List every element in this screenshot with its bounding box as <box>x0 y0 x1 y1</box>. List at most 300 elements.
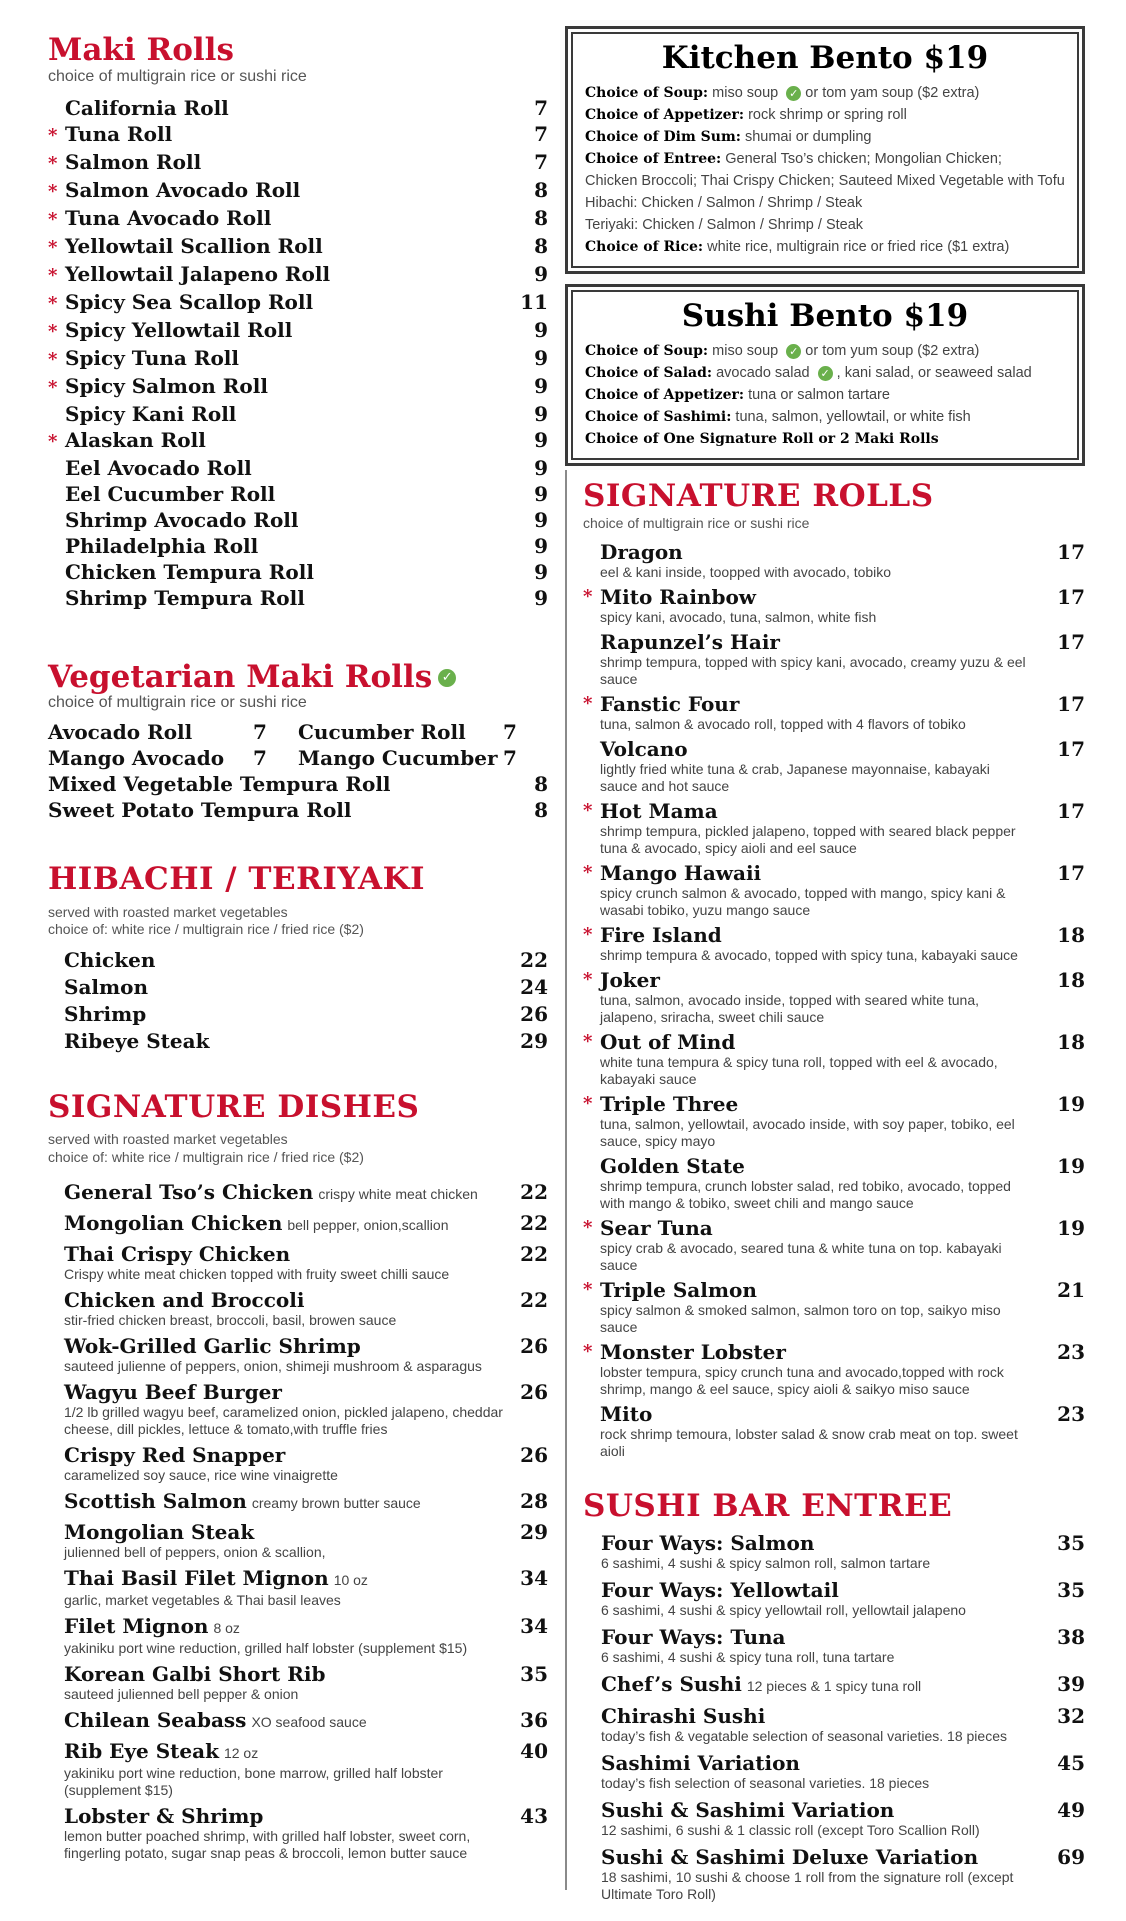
maki-subtitle: choice of multigrain rice or sushi rice <box>48 67 307 85</box>
item-description: spicy salmon & smoked salmon, salmon toro on top, saikyo miso sauce <box>600 1302 1001 1336</box>
item-title-line <box>64 1334 548 1358</box>
maki-list <box>48 95 548 611</box>
item-body <box>600 923 1085 964</box>
leaf-check-icon: ✓ <box>818 366 833 381</box>
menu-item <box>583 585 1085 626</box>
menu-item <box>64 1211 548 1237</box>
menu-item <box>48 261 548 289</box>
item-name-wrap <box>64 1180 508 1206</box>
dishes-section <box>48 1088 548 1863</box>
menu-item <box>48 121 548 149</box>
item-description: shrimp tempura, topped with spicy kani, avocado, creamy yuzu & eel sauce <box>600 654 1026 688</box>
item-title-line <box>600 799 1085 823</box>
item-title-line <box>600 540 1085 564</box>
item-description: Crispy white meat chicken topped with fruity sweet chilli sauce <box>64 1266 450 1283</box>
veg-subtitle: choice of multigrain rice or sushi rice <box>48 694 307 712</box>
item-inline-note: creamy brown butter sauce <box>251 1495 421 1512</box>
item-price: 26 <box>520 1001 548 1026</box>
menu-item <box>48 719 298 745</box>
menu-item <box>64 1489 548 1515</box>
item-price: 17 <box>1057 585 1085 610</box>
item-price: 69 <box>1057 1844 1085 1869</box>
item-description: spicy kani, avocado, tuna, salmon, white fish <box>600 609 877 626</box>
item-description: today’s fish selection of seasonal varieties. 18 pieces <box>601 1774 930 1791</box>
item-name: Cucumber Roll <box>298 720 466 745</box>
item-name: Mango Avocado <box>48 746 225 771</box>
item-price: 40 <box>520 1739 548 1764</box>
menu-item <box>601 1751 1085 1792</box>
item-title-line <box>64 1708 548 1734</box>
item-name-wrap <box>64 1242 508 1266</box>
item-price: 18 <box>1057 923 1085 948</box>
menu-item <box>64 1662 548 1703</box>
raw-fish-marker <box>583 540 600 581</box>
item-name-wrap <box>64 1566 508 1592</box>
item-body <box>600 540 1085 581</box>
sushi-bento-last-line: Choice of One Signature Roll or 2 Maki Rolls <box>585 431 939 447</box>
item-price: 7 <box>253 720 267 745</box>
menu-item <box>601 1625 1085 1666</box>
item-price: 8 <box>534 772 548 797</box>
item-price: 11 <box>520 289 548 314</box>
menu-item <box>64 1242 548 1283</box>
menu-item <box>583 968 1085 1026</box>
bento-line-text: miso soup <box>708 343 783 359</box>
menu-item <box>48 533 548 559</box>
item-title-line <box>600 692 1085 716</box>
item-name: Tuna Roll <box>65 121 173 146</box>
item-price: 43 <box>520 1804 548 1829</box>
raw-fish-marker: * <box>48 320 58 342</box>
item-body <box>600 1278 1085 1336</box>
item-name: Sear Tuna <box>600 1216 713 1241</box>
item-body <box>600 799 1085 857</box>
raw-fish-marker: * <box>583 1279 593 1301</box>
item-name: Spicy Yellowtail Roll <box>65 317 293 342</box>
item-description: lightly fried white tuna & crab, Japanese mayonnaise, kabayaki sauce and hot sauce <box>600 761 990 795</box>
item-price: 17 <box>1057 692 1085 717</box>
item-price: 38 <box>1057 1624 1085 1649</box>
item-description: lobster tempura, spicy crunch tuna and avocado,topped with rock shrimp, mango & eel sauce, spicy aioli & saikyo miso sauce <box>600 1364 1004 1398</box>
item-description: tuna, salmon, yellowtail, avocado inside, with soy paper, tobiko, eel sauce, spicy mayo <box>600 1116 1015 1150</box>
item-name: Golden State <box>600 1154 745 1179</box>
item-name: Thai Basil Filet Mignon <box>64 1566 329 1591</box>
item-name: Mango Hawaii <box>600 861 762 886</box>
veg-title-text: Vegetarian Maki Rolls <box>48 658 433 695</box>
hibachi-title: HIBACHI / TERIYAKI <box>48 861 426 898</box>
item-price: 21 <box>1057 1278 1085 1303</box>
item-title-line <box>64 1662 548 1686</box>
item-title-line <box>64 1180 548 1206</box>
hibachi-list <box>64 947 548 1055</box>
sushi-bento-title: Sushi Bento $19 <box>681 298 969 334</box>
menu-item <box>583 1092 1085 1150</box>
item-name: Sweet Potato Tempura Roll <box>48 798 352 823</box>
menu-item <box>583 1154 1085 1212</box>
menu-item <box>48 797 548 823</box>
menu-item <box>64 1028 548 1055</box>
raw-fish-marker: * <box>583 862 593 884</box>
item-price: 8 <box>534 205 548 230</box>
item-name: Four Ways: Tuna <box>601 1624 786 1649</box>
leaf-check-icon: ✓ <box>786 86 801 101</box>
item-price: 9 <box>534 373 548 398</box>
item-price: 22 <box>520 1211 548 1236</box>
item-name-wrap <box>64 1489 508 1515</box>
item-name: Salmon <box>64 974 149 999</box>
item-name: Dragon <box>600 540 683 565</box>
item-body <box>600 692 1085 733</box>
item-title-line <box>600 1030 1085 1054</box>
menu-item <box>583 1030 1085 1088</box>
item-title-line <box>600 737 1085 761</box>
menu-item <box>48 771 548 797</box>
menu-item <box>583 1216 1085 1274</box>
menu-item <box>64 947 548 974</box>
item-price: 23 <box>1057 1402 1085 1427</box>
bento-line-text: tuna or salmon tartare <box>744 387 890 403</box>
dishes-list <box>48 1180 548 1862</box>
item-price: 17 <box>1057 540 1085 565</box>
raw-fish-marker: * <box>583 1217 593 1239</box>
item-description: 18 sashimi, 10 sushi & choose 1 roll from the signature roll (except Ultimate Toro Roll) <box>601 1868 1014 1902</box>
item-description: 12 sashimi, 6 sushi & 1 classic roll (except Toro Scallion Roll) <box>601 1821 980 1838</box>
maki-title: Maki Rolls <box>48 32 234 68</box>
item-name: Tuna Avocado Roll <box>65 205 272 230</box>
item-name: General Tso’s Chicken <box>64 1180 314 1205</box>
right-column <box>565 26 1085 1903</box>
item-price: 22 <box>520 1242 548 1267</box>
bento-line-after: or tom yum soup ($2 extra) <box>801 343 980 359</box>
kitchen-bento-box <box>565 26 1085 274</box>
item-name: Fanstic Four <box>600 692 740 717</box>
bento-line <box>585 148 1065 170</box>
menu-item <box>583 799 1085 857</box>
menu-item <box>48 745 298 771</box>
signature-rolls-section <box>565 480 1085 1460</box>
item-price: 7 <box>503 746 517 771</box>
item-name: Shrimp <box>64 1001 147 1026</box>
menu-item <box>48 205 548 233</box>
item-name: Yellowtail Jalapeno Roll <box>65 261 331 286</box>
item-body <box>600 1216 1085 1274</box>
bento-line-text: avocado salad <box>712 365 814 381</box>
item-body <box>600 968 1085 1026</box>
menu-item <box>583 540 1085 581</box>
bento-line <box>585 384 1065 406</box>
item-description: shrimp tempura & avocado, topped with spicy tuna, kabayaki sauce <box>600 947 1018 964</box>
item-name: Yellowtail Scallion Roll <box>65 233 323 258</box>
raw-fish-marker: * <box>48 348 58 370</box>
item-title-line <box>64 1211 548 1237</box>
item-title-line <box>64 1443 548 1467</box>
item-price: 8 <box>534 233 548 258</box>
item-description: tuna, salmon, avocado inside, topped with seared white tuna, jalapeno, sriracha, sweet chili sauce <box>600 992 980 1026</box>
item-price: 22 <box>520 947 548 972</box>
bento-line-label: Choice of Rice: <box>585 239 704 255</box>
item-price: 9 <box>534 345 548 370</box>
item-name: Chicken Tempura Roll <box>65 559 314 584</box>
item-price: 26 <box>520 1380 548 1405</box>
item-body <box>600 1092 1085 1150</box>
item-title-line <box>64 1614 548 1640</box>
sushi-bar-title: SUSHI BAR ENTREE <box>583 1488 953 1525</box>
item-name: Sashimi Variation <box>601 1750 800 1775</box>
item-name: Sushi & Sashimi Variation <box>601 1797 895 1822</box>
item-price: 9 <box>534 559 548 584</box>
item-title-line <box>600 861 1085 885</box>
item-price: 17 <box>1057 799 1085 824</box>
bento-line <box>585 126 1065 148</box>
item-price: 18 <box>1057 968 1085 993</box>
bento-line-label: Choice of Entree: <box>585 151 722 167</box>
item-title-line <box>64 1804 548 1828</box>
bento-line-label: Choice of Soup: <box>585 343 709 359</box>
menu-item <box>48 149 548 177</box>
item-title-line <box>64 1520 548 1544</box>
item-title-line <box>64 1739 548 1765</box>
sushi-bento-box <box>565 284 1085 466</box>
item-name-wrap <box>601 1625 1045 1649</box>
menu-item <box>64 1180 548 1206</box>
item-inline-note: 12 pieces & 1 spicy tuna roll <box>746 1677 922 1694</box>
item-description: rock shrimp temoura, lobster salad & snow crab meat on top. sweet aioli <box>600 1426 1018 1460</box>
bento-line-label: Choice of Salad: <box>585 365 713 381</box>
item-price: 35 <box>1057 1577 1085 1602</box>
item-name: Mongolian Steak <box>64 1520 255 1545</box>
item-name: Chef’s Sushi <box>601 1671 742 1696</box>
item-inline-note: 8 oz <box>213 1620 240 1637</box>
bento-line <box>585 340 1065 362</box>
item-price: 35 <box>520 1662 548 1687</box>
item-inline-note: 10 oz <box>333 1572 368 1589</box>
item-title-line <box>600 1340 1085 1364</box>
item-description: 6 sashimi, 4 sushi & spicy tuna roll, tuna tartare <box>601 1648 895 1665</box>
menu-item <box>601 1578 1085 1619</box>
menu-item <box>64 1804 548 1862</box>
left-column <box>48 34 548 1862</box>
item-price: 34 <box>520 1614 548 1639</box>
item-price: 28 <box>520 1489 548 1514</box>
item-price: 9 <box>534 533 548 558</box>
item-price: 9 <box>534 455 548 480</box>
menu-item <box>48 401 548 427</box>
item-description: 6 sashimi, 4 sushi & spicy yellowtail roll, yellowtail jalapeno <box>601 1601 966 1618</box>
raw-fish-marker: * <box>48 208 58 230</box>
raw-fish-marker: * <box>48 376 58 398</box>
raw-fish-marker <box>583 1402 600 1460</box>
menu-item <box>48 345 548 373</box>
item-description: caramelized soy sauce, rice wine vinaigrette <box>64 1467 338 1484</box>
item-name: Chicken <box>64 947 156 972</box>
item-price: 8 <box>534 798 548 823</box>
menu-item <box>48 559 548 585</box>
item-body <box>600 1154 1085 1212</box>
sushi-bar-section <box>565 1490 1085 1903</box>
item-name: Salmon Roll <box>65 149 202 174</box>
item-name-wrap <box>64 1443 508 1467</box>
veg-title <box>48 658 548 695</box>
item-price: 35 <box>1057 1530 1085 1555</box>
item-description: lemon butter poached shrimp, with grilled half lobster, sweet corn, fingerling potato, sugar snap peas & broccoli, lemon butter sauce <box>64 1828 471 1862</box>
item-price: 36 <box>520 1708 548 1733</box>
menu-item <box>601 1531 1085 1572</box>
item-name-wrap <box>64 1380 508 1404</box>
signature-rolls-list <box>583 540 1085 1460</box>
item-title-line <box>64 1566 548 1592</box>
item-title-line <box>600 1278 1085 1302</box>
menu-item <box>298 745 548 771</box>
menu-item <box>48 427 548 455</box>
item-price: 17 <box>1057 861 1085 886</box>
item-price: 9 <box>534 585 548 610</box>
dishes-title: SIGNATURE DISHES <box>48 1088 420 1125</box>
item-name: Rapunzel’s Hair <box>600 630 780 655</box>
item-name: Shrimp Tempura Roll <box>65 585 305 610</box>
item-inline-note: XO seafood sauce <box>251 1714 367 1731</box>
item-name: Eel Avocado Roll <box>65 455 252 480</box>
item-price: 7 <box>534 121 548 146</box>
item-price: 7 <box>534 95 548 120</box>
menu-item <box>48 317 548 345</box>
item-name: Sushi & Sashimi Deluxe Variation <box>601 1844 979 1869</box>
item-name: Wagyu Beef Burger <box>64 1380 282 1405</box>
bento-line <box>585 104 1065 126</box>
menu-item <box>601 1672 1085 1698</box>
bento-line <box>585 406 1065 428</box>
menu-item <box>298 719 548 745</box>
item-price: 32 <box>1057 1703 1085 1728</box>
item-price: 7 <box>503 720 517 745</box>
menu-item <box>583 1402 1085 1460</box>
item-name: Hot Mama <box>600 799 718 824</box>
item-name: Monster Lobster <box>600 1340 786 1365</box>
item-name-wrap <box>64 1288 508 1312</box>
item-name: Chilean Seabass <box>64 1708 247 1733</box>
hibachi-sub1: served with roasted market vegetables <box>48 903 288 920</box>
signature-rolls-subtitle: choice of multigrain rice or sushi rice <box>583 514 810 531</box>
item-description: 6 sashimi, 4 sushi & spicy salmon roll, salmon tartare <box>601 1554 931 1571</box>
bento-line-text: General Tso’s chicken; Mongolian Chicken; <box>721 151 1002 167</box>
menu-item <box>583 923 1085 964</box>
bento-line-text: rock shrimp or spring roll <box>744 107 907 123</box>
bento-line <box>585 82 1065 104</box>
item-description: stir-fried chicken breast, broccoli, basil, browen sauce <box>64 1312 397 1329</box>
menu-item <box>601 1704 1085 1745</box>
item-title-line <box>601 1672 1085 1698</box>
bento-line-label: Choice of Sashimi: <box>585 409 732 425</box>
item-name-wrap <box>64 1614 508 1640</box>
item-title-line <box>600 1216 1085 1240</box>
veg-section <box>48 658 548 824</box>
item-name-wrap <box>64 1708 508 1734</box>
raw-fish-marker: * <box>583 800 593 822</box>
bento-line-after: or tom yam soup ($2 extra) <box>801 85 980 101</box>
raw-fish-marker <box>583 1154 600 1212</box>
item-price: 18 <box>1057 1030 1085 1055</box>
sushi-bento-inner <box>571 290 1079 460</box>
item-description: shrimp tempura, pickled jalapeno, topped with seared black pepper tuna & avocado, spicy aioli and eel sauce <box>600 823 1016 857</box>
bento-line-after: , kani salad, or seaweed salad <box>832 365 1032 381</box>
item-name-wrap <box>601 1798 1045 1822</box>
item-body <box>600 630 1085 688</box>
menu-item <box>64 1001 548 1028</box>
raw-fish-marker: * <box>583 1031 593 1053</box>
leaf-check-icon: ✓ <box>438 669 456 687</box>
raw-fish-marker: * <box>48 292 58 314</box>
raw-fish-marker: * <box>583 969 593 991</box>
item-title-line <box>601 1845 1085 1869</box>
item-name-wrap <box>64 1739 508 1765</box>
item-description: shrimp tempura, crunch lobster salad, red tobiko, avocado, topped with mango & tobiko, sweet chili and mango sauce <box>600 1178 1011 1212</box>
item-name: Four Ways: Salmon <box>601 1530 815 1555</box>
item-name: Salmon Avocado Roll <box>65 177 301 202</box>
sushi-bar-list <box>583 1531 1085 1903</box>
veg-list <box>48 719 548 823</box>
item-name: California Roll <box>65 95 229 120</box>
item-name: Spicy Salmon Roll <box>65 373 268 398</box>
menu-item <box>48 95 548 121</box>
item-name: Eel Cucumber Roll <box>65 481 276 506</box>
item-price: 9 <box>534 261 548 286</box>
item-price: 9 <box>534 317 548 342</box>
bento-line <box>585 192 1065 214</box>
item-name: Mito Rainbow <box>600 585 756 610</box>
item-title-line <box>64 1242 548 1266</box>
menu-item <box>64 1443 548 1484</box>
item-name: Ribeye Steak <box>64 1028 210 1053</box>
menu-item <box>64 974 548 1001</box>
item-description: tuna, salmon & avocado roll, topped with 4 flavors of tobiko <box>600 716 966 733</box>
item-name: Rib Eye Steak <box>64 1739 219 1764</box>
item-price: 29 <box>520 1520 548 1545</box>
item-name: Avocado Roll <box>48 720 193 745</box>
item-body <box>600 737 1085 795</box>
item-title-line <box>600 1154 1085 1178</box>
kitchen-bento-title: Kitchen Bento $19 <box>661 40 989 76</box>
item-price: 19 <box>1057 1154 1085 1179</box>
item-price: 22 <box>520 1180 548 1205</box>
dishes-sub1: served with roasted market vegetables <box>48 1131 288 1148</box>
sushi-bento-lines <box>585 340 1065 428</box>
signature-rolls-title: SIGNATURE ROLLS <box>583 478 934 514</box>
item-title-line <box>601 1704 1085 1728</box>
item-name-wrap <box>64 1804 508 1828</box>
item-name: Mixed Vegetable Tempura Roll <box>48 772 391 797</box>
bento-line-text: shumai or dumpling <box>740 129 872 145</box>
menu-item <box>64 1520 548 1561</box>
menu-item <box>48 177 548 205</box>
menu-item <box>64 1566 548 1609</box>
menu-item <box>48 289 548 317</box>
item-name: Chirashi Sushi <box>601 1703 766 1728</box>
menu-item <box>48 233 548 261</box>
raw-fish-marker: * <box>583 1093 593 1115</box>
hibachi-section <box>48 863 548 1055</box>
item-description: spicy crunch salmon & avocado, topped with mango, spicy kani & wasabi tobiko, yuzu mango sauce <box>600 885 1006 919</box>
item-price: 23 <box>1057 1340 1085 1365</box>
item-title-line <box>600 630 1085 654</box>
item-title-line <box>600 1092 1085 1116</box>
menu-item <box>48 481 548 507</box>
item-price: 17 <box>1057 737 1085 762</box>
bento-line-text: tuna, salmon, yellowtail, or white fish <box>731 409 971 425</box>
item-title-line <box>601 1578 1085 1602</box>
item-name-wrap <box>601 1578 1045 1602</box>
item-price: 17 <box>1057 630 1085 655</box>
item-body <box>600 1340 1085 1398</box>
item-description: sauteed julienne of peppers, onion, shimeji mushroom & asparagus <box>64 1358 482 1375</box>
